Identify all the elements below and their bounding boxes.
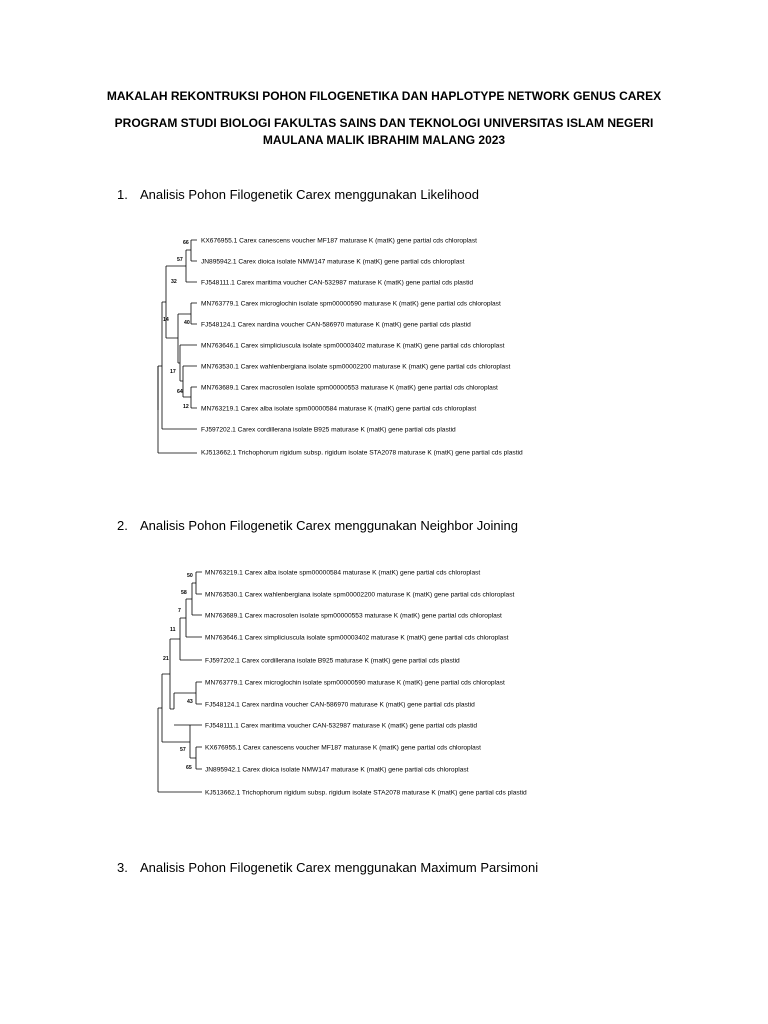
tree2-bootstrap-value: 58 — [181, 590, 187, 596]
phylogenetic-tree-neighbor-joining — [0, 561, 640, 801]
tree1-leaf-label: FJ597202.1 Carex cordillerana isolate B925 maturase K (matK) gene partial cds plastid — [201, 426, 456, 434]
tree1-leaf-label: MN763219.1 Carex alba isolate spm00000584 maturase K (matK) gene partial cds chloroplast — [201, 405, 477, 413]
tree1-bootstrap-value: 14 — [163, 317, 169, 323]
tree2-bootstrap-value: 65 — [186, 765, 192, 771]
tree1-bootstrap-value: 32 — [171, 279, 177, 285]
tree1-bootstrap-value: 17 — [170, 369, 176, 375]
tree1-leaf-label: MN763530.1 Carex wahlenbergiana isolate spm00002200 maturase K (matK) gene partial cds chloroplast — [201, 363, 511, 371]
tree2-leaf-label: FJ548124.1 Carex nardina voucher CAN-586970 maturase K (matK) gene partial cds plastid — [205, 701, 475, 709]
section-heading-maximum-parsimony — [117, 860, 538, 875]
tree1-bootstrap-value: 66 — [183, 240, 189, 246]
section-number: 2. — [117, 518, 128, 533]
tree2-bootstrap-value: 43 — [187, 699, 193, 705]
tree1-leaf-label: KX676955.1 Carex canescens voucher MF187 maturase K (matK) gene partial cds chloroplast — [201, 237, 477, 245]
section-label: Analisis Pohon Filogenetik Carex menggunakan Neighbor Joining — [140, 518, 518, 533]
document-title: MAKALAH REKONTRUKSI POHON FILOGENETIKA DAN HAPLOTYPE NETWORK GENUS CAREX — [106, 89, 662, 103]
tree1-bootstrap-value: 57 — [177, 257, 183, 263]
document-subtitle-line1: PROGRAM STUDI BIOLOGI FAKULTAS SAINS DAN TEKNOLOGI UNIVERSITAS ISLAM NEGERI — [114, 116, 654, 130]
tree2-bootstrap-value: 7 — [178, 608, 181, 614]
tree1-bootstrap-value: 12 — [183, 404, 189, 410]
tree2-leaf-label: MN763219.1 Carex alba isolate spm00000584 maturase K (matK) gene partial cds chloroplast — [205, 569, 481, 577]
tree2-leaf-label: FJ548111.1 Carex maritima voucher CAN-532987 maturase K (matK) gene partial cds plastid — [205, 722, 478, 730]
tree2-leaf-label: MN763689.1 Carex macrosolen isolate spm00000553 maturase K (matK) gene partial cds chloroplast — [205, 612, 502, 620]
tree2-leaf-label: KX676955.1 Carex canescens voucher MF187 maturase K (matK) gene partial cds chloroplast — [205, 744, 481, 752]
tree1-leaf-label: MN763646.1 Carex simpliciuscula isolate spm00003402 maturase K (matK) gene partial cds chloroplast — [201, 342, 505, 350]
tree1-bootstrap-value: 64 — [177, 389, 183, 395]
tree2-bootstrap-value: 21 — [163, 656, 169, 662]
document-subtitle-line2: MAULANA MALIK IBRAHIM MALANG 2023 — [262, 133, 506, 147]
section-heading-neighbor-joining — [117, 518, 518, 533]
section-number: 3. — [117, 860, 128, 875]
section-number: 1. — [117, 187, 128, 202]
tree2-leaf-label: MN763530.1 Carex wahlenbergiana isolate spm00002200 maturase K (matK) gene partial cds chloroplast — [205, 591, 515, 599]
tree2-leaf-label: KJ513662.1 Trichophorum rigidum subsp. rigidum isolate STA2078 maturase K (matK) gene partial cds plastid — [205, 789, 527, 797]
tree2-leaf-label: MN763779.1 Carex microglochin isolate spm00000590 maturase K (matK) gene partial cds chloroplast — [205, 679, 505, 687]
tree2-leaf-label: FJ597202.1 Carex cordillerana isolate B925 maturase K (matK) gene partial cds plastid — [205, 657, 460, 665]
section-heading-likelihood — [117, 187, 479, 202]
section-label: Analisis Pohon Filogenetik Carex menggunakan Maximum Parsimoni — [140, 860, 539, 875]
tree1-leaf-label: FJ548124.1 Carex nardina voucher CAN-586970 maturase K (matK) gene partial cds plastid — [201, 321, 471, 329]
tree1-leaf-label: MN763689.1 Carex macrosolen isolate spm00000553 maturase K (matK) gene partial cds chloroplast — [201, 384, 498, 392]
tree1-leaf-label: KJ513662.1 Trichophorum rigidum subsp. rigidum isolate STA2078 maturase K (matK) gene partial cds plastid — [201, 449, 523, 457]
tree2-bootstrap-value: 57 — [180, 747, 186, 753]
tree1-leaf-label: JN895942.1 Carex dioica isolate NMW147 maturase K (matK) gene partial cds chloroplast — [201, 258, 465, 266]
tree1-bootstrap-value: 40 — [184, 320, 190, 326]
section-label: Analisis Pohon Filogenetik Carex menggunakan Likelihood — [140, 187, 479, 202]
phylogenetic-tree-likelihood — [0, 230, 640, 462]
tree2-leaf-label: MN763646.1 Carex simpliciuscula isolate spm00003402 maturase K (matK) gene partial cds chloroplast — [205, 634, 509, 642]
tree1-leaf-label: MN763779.1 Carex microglochin isolate spm00000590 maturase K (matK) gene partial cds chloroplast — [201, 300, 501, 308]
tree2-bootstrap-value: 50 — [187, 573, 193, 579]
tree2-leaf-label: JN895942.1 Carex dioica isolate NMW147 maturase K (matK) gene partial cds chloroplast — [205, 766, 469, 774]
tree2-bootstrap-value: 11 — [170, 627, 176, 633]
tree1-leaf-label: FJ548111.1 Carex maritima voucher CAN-532987 maturase K (matK) gene partial cds plastid — [201, 279, 474, 287]
